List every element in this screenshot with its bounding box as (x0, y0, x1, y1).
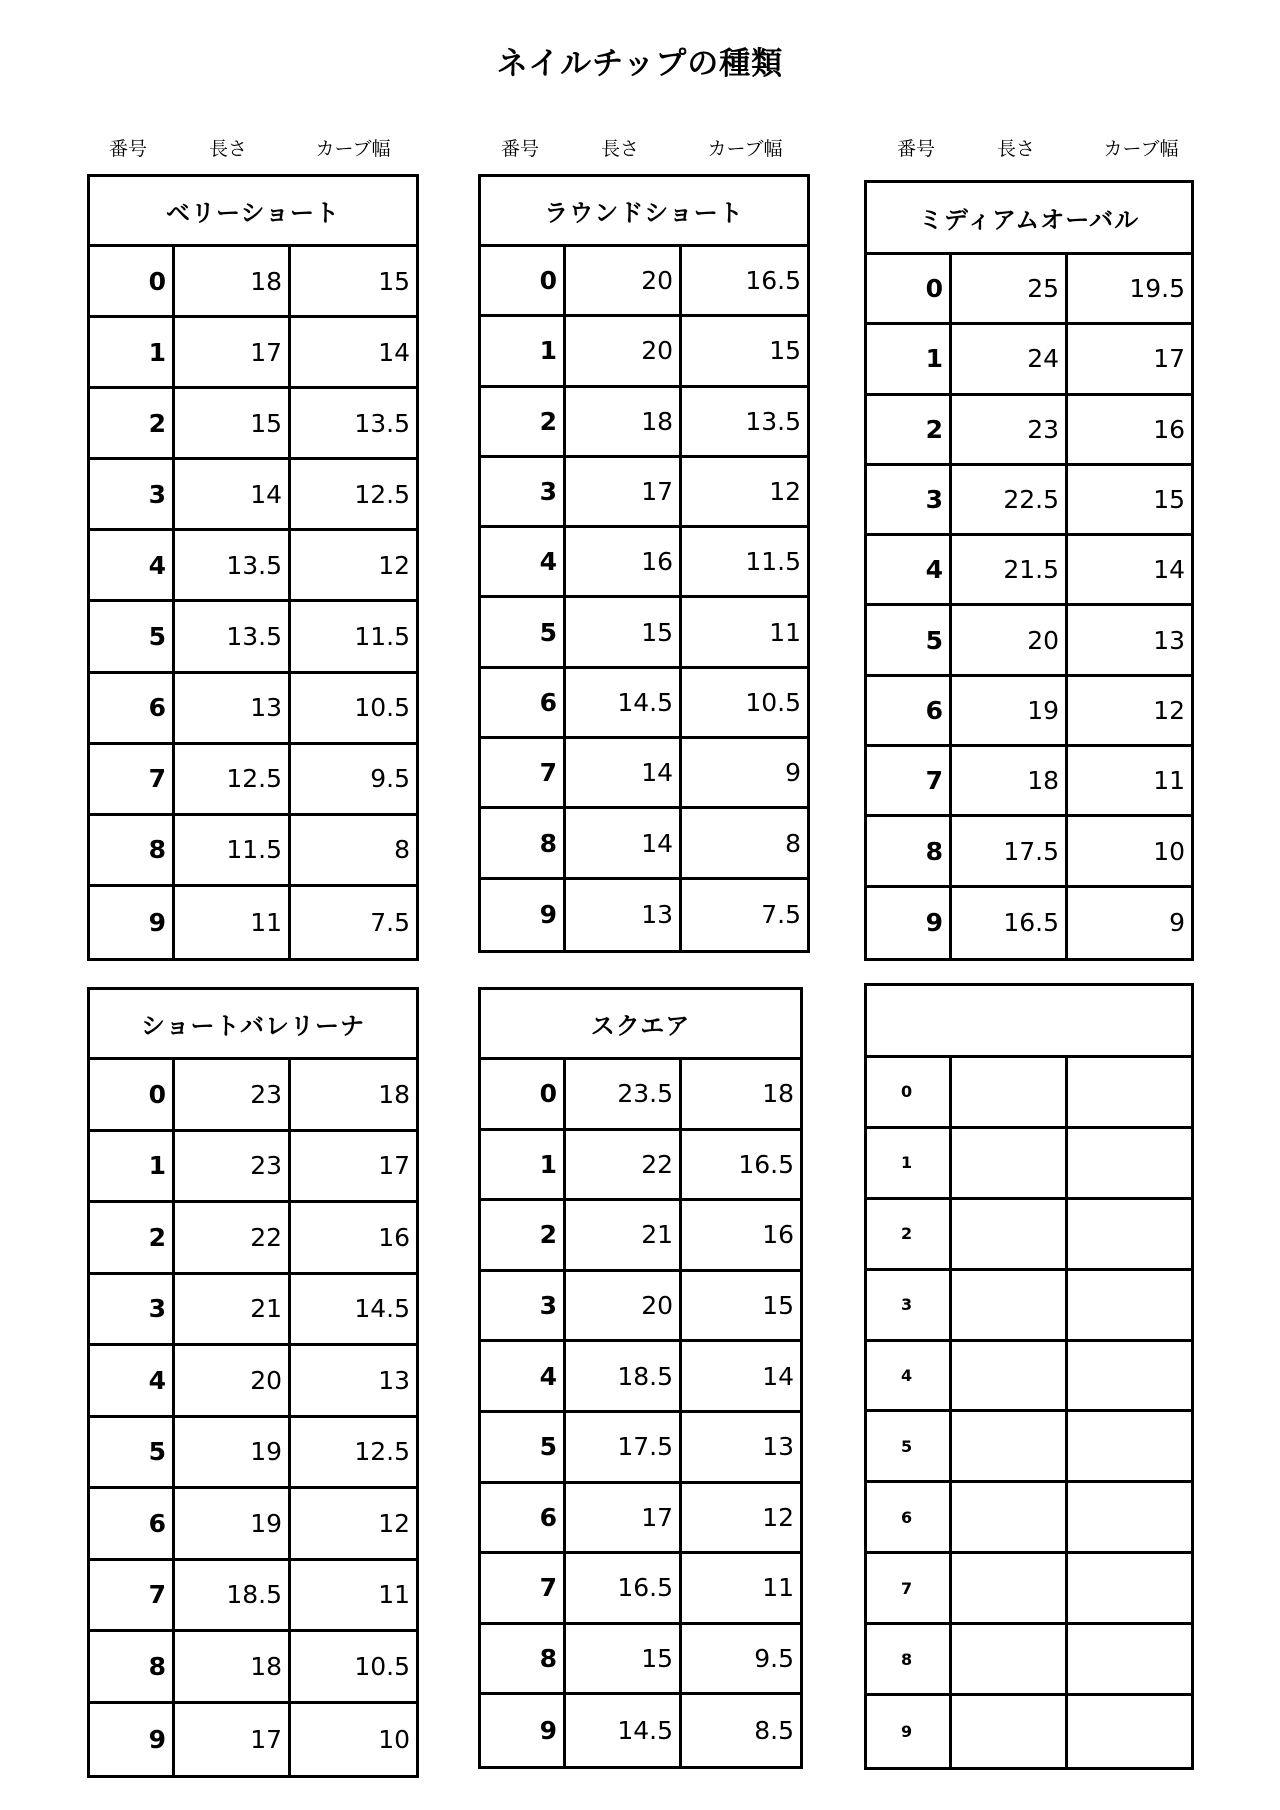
size-number: 3 (867, 1271, 952, 1339)
size-number: 6 (90, 1489, 175, 1558)
size-number: 2 (867, 396, 952, 463)
curve-width-value (1068, 1696, 1191, 1767)
size-number: 2 (90, 1203, 175, 1272)
table-row (481, 669, 807, 739)
curve-width-value: 15 (762, 1291, 794, 1321)
size-number: 3 (481, 1272, 566, 1340)
table-row (90, 1704, 416, 1776)
curve-width-value: 10.5 (354, 693, 410, 723)
length-value: 17.5 (952, 817, 1068, 884)
table-row (90, 1060, 416, 1132)
length-value (952, 1625, 1068, 1693)
length-value: 21.5 (952, 536, 1068, 603)
size-number: 5 (867, 1412, 952, 1480)
table-row (90, 389, 416, 460)
header-length: 長さ (208, 138, 247, 160)
curve-width-value (1068, 1625, 1191, 1693)
curve-width-value: 10.5 (354, 1651, 410, 1681)
size-number: 7 (481, 1554, 566, 1622)
size-number: 9 (867, 1696, 952, 1767)
size-number: 9 (481, 880, 566, 950)
table-row (867, 1342, 1191, 1413)
length-value: 14.5 (566, 669, 682, 736)
table-row (90, 1632, 416, 1704)
length-value: 23.5 (566, 1060, 682, 1128)
table-row (867, 747, 1191, 817)
size-number: 6 (867, 1483, 952, 1551)
length-value: 11.5 (175, 816, 291, 884)
header-length: 長さ (996, 138, 1035, 160)
curve-width-value: 10.5 (745, 687, 801, 717)
size-number: 8 (481, 809, 566, 876)
size-number: 6 (90, 674, 175, 742)
curve-width-value (1068, 1129, 1191, 1197)
header-number: 番号 (500, 138, 539, 160)
table-row (481, 317, 807, 387)
curve-width-value: 13 (762, 1432, 794, 1462)
table-row (481, 1554, 800, 1625)
curve-width-value: 15 (1153, 485, 1185, 515)
curve-width-value: 12 (378, 550, 410, 580)
table-row (90, 1489, 416, 1561)
table-row (867, 1200, 1191, 1271)
size-number: 9 (90, 1704, 175, 1776)
curve-width-value: 14.5 (354, 1294, 410, 1324)
nail-size-table (864, 180, 1194, 961)
size-number: 8 (481, 1625, 566, 1693)
curve-width-value: 13 (378, 1365, 410, 1395)
size-number: 3 (90, 1275, 175, 1344)
size-number: 1 (481, 1131, 566, 1199)
length-value: 21 (566, 1201, 682, 1269)
curve-width-value: 11 (378, 1580, 410, 1610)
length-value: 16.5 (952, 888, 1068, 958)
length-value: 14.5 (566, 1695, 682, 1766)
curve-width-value: 10 (378, 1724, 410, 1754)
table-row (90, 531, 416, 602)
size-number: 9 (481, 1695, 566, 1766)
size-number: 1 (867, 1129, 952, 1197)
table-row (481, 1272, 800, 1343)
length-value: 21 (175, 1275, 291, 1344)
length-value: 13.5 (175, 602, 291, 670)
curve-width-value: 7.5 (370, 907, 410, 937)
table-row (867, 325, 1191, 395)
curve-width-value: 11.5 (354, 622, 410, 652)
length-value: 24 (952, 325, 1068, 392)
curve-width-value: 10 (1153, 836, 1185, 866)
table-row (90, 460, 416, 531)
length-value: 17 (566, 1484, 682, 1552)
table-row (90, 602, 416, 673)
length-value: 15 (175, 389, 291, 457)
curve-width-value: 11.5 (745, 547, 801, 577)
curve-width-value (1068, 1554, 1191, 1622)
header-number: 番号 (896, 138, 935, 160)
table-row (90, 247, 416, 318)
length-value (952, 1271, 1068, 1339)
curve-width-value: 11 (1153, 766, 1185, 796)
size-number: 1 (90, 1132, 175, 1201)
curve-width-value: 11 (769, 617, 801, 647)
curve-width-value: 16 (378, 1222, 410, 1252)
column-headers-2 (480, 134, 810, 164)
table-title: ベリーショート (90, 177, 416, 247)
nail-size-table (478, 987, 803, 1769)
table-row (867, 888, 1191, 958)
length-value: 18.5 (566, 1342, 682, 1410)
table-row (867, 1412, 1191, 1483)
table-title: スクエア (481, 990, 800, 1060)
size-number: 8 (90, 1632, 175, 1701)
curve-width-value: 13.5 (354, 408, 410, 438)
nail-size-table (87, 174, 419, 961)
table-row (90, 1203, 416, 1275)
size-number: 3 (90, 460, 175, 528)
curve-width-value: 12 (1153, 695, 1185, 725)
size-number: 8 (867, 1625, 952, 1693)
size-number: 5 (90, 602, 175, 670)
curve-width-value: 8.5 (754, 1716, 794, 1746)
curve-width-value: 16.5 (745, 266, 801, 296)
column-headers-1 (88, 134, 418, 164)
curve-width-value: 12 (378, 1508, 410, 1538)
size-number: 7 (90, 1561, 175, 1630)
header-curve: カーブ幅 (707, 138, 783, 160)
table-row (481, 388, 807, 458)
size-number: 8 (90, 816, 175, 884)
table-title: ミディアムオーバル (867, 183, 1191, 255)
curve-width-value: 19.5 (1129, 274, 1185, 304)
length-value: 17 (175, 318, 291, 386)
length-value: 11 (175, 887, 291, 958)
size-number: 1 (90, 318, 175, 386)
table-row (481, 1484, 800, 1555)
length-value: 22.5 (952, 466, 1068, 533)
curve-width-value (1068, 1200, 1191, 1268)
nail-size-table (87, 987, 419, 1778)
table-row (867, 536, 1191, 606)
table-row (867, 606, 1191, 676)
table-row (481, 739, 807, 809)
header-curve: カーブ幅 (315, 138, 391, 160)
length-value: 13 (566, 880, 682, 950)
curve-width-value: 14 (762, 1361, 794, 1391)
curve-width-value (1068, 1342, 1191, 1410)
table-row (867, 817, 1191, 887)
table-row (481, 1342, 800, 1413)
curve-width-value (1068, 1271, 1191, 1339)
curve-width-value: 17 (1153, 344, 1185, 374)
page-title: ネイルチップの種類 (496, 46, 784, 82)
table-row (481, 1413, 800, 1484)
size-number: 4 (90, 531, 175, 599)
length-value: 20 (952, 606, 1068, 673)
curve-width-value: 16 (1153, 414, 1185, 444)
curve-width-value: 16.5 (738, 1149, 794, 1179)
size-number: 7 (481, 739, 566, 806)
table-row (867, 466, 1191, 536)
length-value: 22 (175, 1203, 291, 1272)
table-title: ショートバレリーナ (90, 990, 416, 1060)
size-number: 3 (867, 466, 952, 533)
header-number: 番号 (108, 138, 147, 160)
header-length: 長さ (600, 138, 639, 160)
curve-width-value: 9.5 (754, 1644, 794, 1674)
length-value: 15 (566, 1625, 682, 1693)
table-row (481, 598, 807, 668)
length-value: 12.5 (175, 745, 291, 813)
table-row (867, 1554, 1191, 1625)
curve-width-value: 7.5 (761, 900, 801, 930)
length-value (952, 1058, 1068, 1126)
size-number: 0 (867, 1058, 952, 1126)
length-value: 23 (175, 1060, 291, 1129)
size-number: 0 (90, 247, 175, 315)
curve-width-value: 12.5 (354, 1437, 410, 1467)
curve-width-value: 17 (378, 1151, 410, 1181)
length-value: 25 (952, 255, 1068, 322)
length-value (952, 1412, 1068, 1480)
length-value: 20 (175, 1346, 291, 1415)
size-number: 5 (481, 1413, 566, 1481)
curve-width-value: 15 (769, 336, 801, 366)
curve-width-value: 16 (762, 1220, 794, 1250)
table-row (481, 247, 807, 317)
curve-width-value: 9.5 (370, 764, 410, 794)
length-value: 14 (566, 809, 682, 876)
length-value (952, 1554, 1068, 1622)
size-number: 5 (90, 1418, 175, 1487)
length-value: 18 (566, 388, 682, 455)
size-number: 2 (867, 1200, 952, 1268)
size-number: 1 (867, 325, 952, 392)
curve-width-value: 8 (394, 835, 410, 865)
table-row (90, 674, 416, 745)
table-row (481, 1060, 800, 1131)
curve-width-value: 9 (785, 758, 801, 788)
length-value: 14 (566, 739, 682, 806)
column-headers-3 (876, 134, 1206, 164)
size-number: 4 (481, 528, 566, 595)
size-number: 9 (90, 887, 175, 958)
table-row (90, 887, 416, 958)
curve-width-value: 18 (762, 1079, 794, 1109)
table-row (867, 396, 1191, 466)
size-number: 2 (481, 1201, 566, 1269)
table-row (867, 1271, 1191, 1342)
length-value: 20 (566, 1272, 682, 1340)
table-row (481, 1695, 800, 1766)
table-row (90, 1418, 416, 1490)
curve-width-value: 8 (785, 828, 801, 858)
length-value (952, 1342, 1068, 1410)
length-value: 15 (566, 598, 682, 665)
curve-width-value: 14 (378, 337, 410, 367)
table-row (481, 880, 807, 950)
size-number: 4 (867, 1342, 952, 1410)
curve-width-value: 12 (762, 1502, 794, 1532)
size-number: 4 (90, 1346, 175, 1415)
table-row (481, 1131, 800, 1202)
table-row (867, 255, 1191, 325)
curve-width-value: 12.5 (354, 479, 410, 509)
table-row (90, 1132, 416, 1204)
curve-width-value: 9 (1169, 908, 1185, 938)
table-row (867, 1129, 1191, 1200)
table-row (90, 1561, 416, 1633)
length-value: 19 (175, 1418, 291, 1487)
size-number: 5 (867, 606, 952, 673)
size-number: 1 (481, 317, 566, 384)
table-row (867, 1625, 1191, 1696)
length-value: 17 (175, 1704, 291, 1776)
table-row (90, 318, 416, 389)
curve-width-value: 13.5 (745, 406, 801, 436)
length-value: 16 (566, 528, 682, 595)
length-value (952, 1696, 1068, 1767)
size-number: 4 (481, 1342, 566, 1410)
size-number: 7 (867, 1554, 952, 1622)
length-value: 14 (175, 460, 291, 528)
table-row (481, 528, 807, 598)
size-number: 0 (90, 1060, 175, 1129)
curve-width-value: 13 (1153, 625, 1185, 655)
length-value (952, 1129, 1068, 1197)
table-row (90, 1275, 416, 1347)
length-value: 18 (952, 747, 1068, 814)
length-value: 22 (566, 1131, 682, 1199)
size-number: 3 (481, 458, 566, 525)
length-value: 13 (175, 674, 291, 742)
length-value: 23 (175, 1132, 291, 1201)
length-value (952, 1200, 1068, 1268)
length-value: 18 (175, 247, 291, 315)
size-number: 7 (867, 747, 952, 814)
curve-width-value: 18 (378, 1079, 410, 1109)
size-number: 4 (867, 536, 952, 603)
table-row (867, 1696, 1191, 1767)
table-row (481, 1201, 800, 1272)
length-value: 13.5 (175, 531, 291, 599)
table-row (481, 1625, 800, 1696)
length-value: 23 (952, 396, 1068, 463)
size-number: 6 (481, 1484, 566, 1552)
size-number: 0 (481, 1060, 566, 1128)
nail-size-table (478, 174, 810, 953)
length-value: 20 (566, 247, 682, 314)
size-number: 7 (90, 745, 175, 813)
table-title: ラウンドショート (481, 177, 807, 247)
size-number: 8 (867, 817, 952, 884)
curve-width-value (1068, 1058, 1191, 1126)
header-curve: カーブ幅 (1103, 138, 1179, 160)
table-row (90, 1346, 416, 1418)
size-number: 0 (867, 255, 952, 322)
table-row (867, 1058, 1191, 1129)
table-row (867, 1483, 1191, 1554)
curve-width-value: 12 (769, 477, 801, 507)
curve-width-value (1068, 1412, 1191, 1480)
size-number: 6 (481, 669, 566, 736)
table-row (90, 745, 416, 816)
table-row (90, 816, 416, 887)
size-number: 5 (481, 598, 566, 665)
length-value: 17 (566, 458, 682, 525)
size-number: 6 (867, 677, 952, 744)
curve-width-value: 15 (378, 266, 410, 296)
curve-width-value (1068, 1483, 1191, 1551)
length-value: 17.5 (566, 1413, 682, 1481)
length-value: 19 (175, 1489, 291, 1558)
length-value: 19 (952, 677, 1068, 744)
size-number: 2 (90, 389, 175, 457)
size-number: 9 (867, 888, 952, 958)
table-row (481, 458, 807, 528)
length-value: 18 (175, 1632, 291, 1701)
table-row (481, 809, 807, 879)
curve-width-value: 14 (1153, 555, 1185, 585)
size-number: 0 (481, 247, 566, 314)
length-value: 18.5 (175, 1561, 291, 1630)
length-value: 16.5 (566, 1554, 682, 1622)
size-number: 2 (481, 388, 566, 455)
curve-width-value: 11 (762, 1573, 794, 1603)
table-title (867, 986, 1191, 1058)
blank-table (864, 983, 1194, 1770)
length-value (952, 1483, 1068, 1551)
table-row (867, 677, 1191, 747)
length-value: 20 (566, 317, 682, 384)
